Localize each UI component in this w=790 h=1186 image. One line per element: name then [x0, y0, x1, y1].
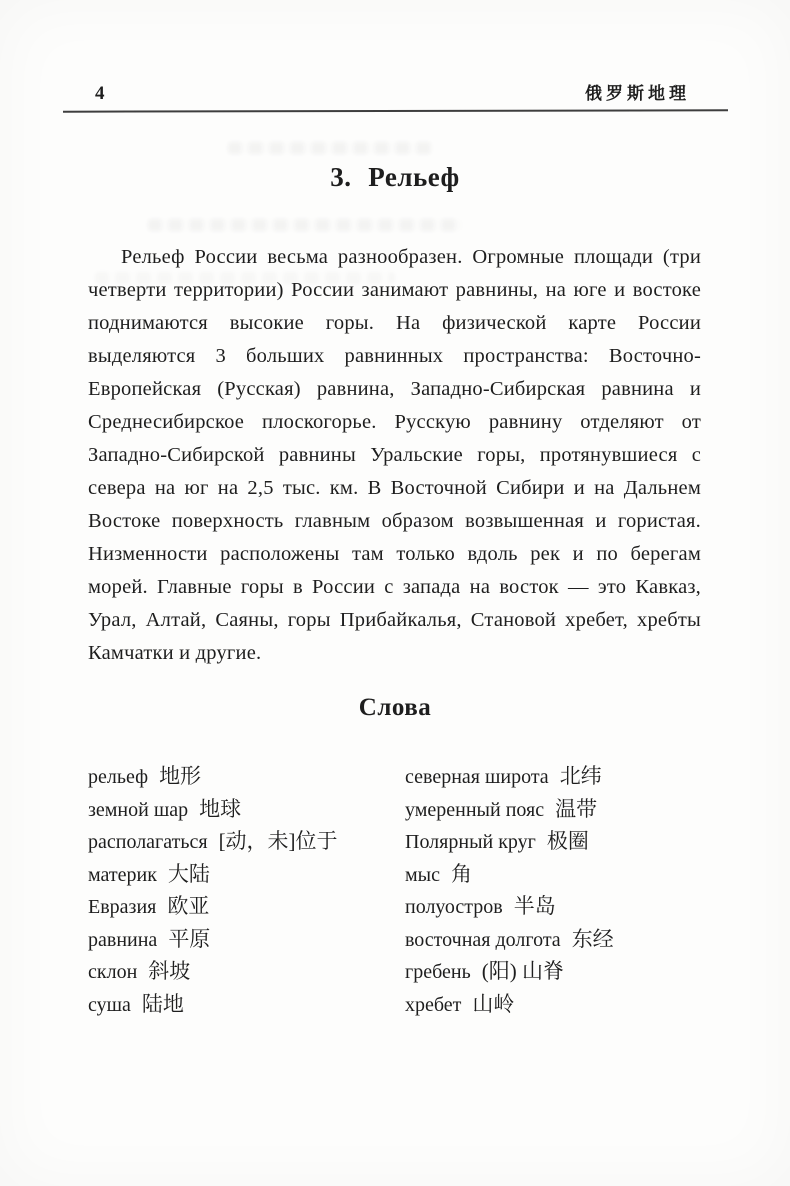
- vocabulary-column-right: [405, 760, 735, 1020]
- vocab-term-ru: полуостров: [405, 896, 503, 918]
- vocabulary-heading: Слова: [358, 694, 432, 721]
- vocab-item: [405, 988, 735, 1021]
- vocab-term-zh: 北纬: [559, 764, 602, 788]
- vocab-item: [88, 760, 398, 793]
- header-rule: [63, 109, 728, 112]
- running-head: [95, 79, 690, 105]
- vocab-term-zh: 半岛: [513, 894, 556, 918]
- vocab-term-zh: 温带: [555, 796, 598, 821]
- vocab-term-zh: 斜坡: [148, 959, 191, 983]
- vocab-term-zh: [动，未]位于: [218, 829, 338, 853]
- vocab-term-ru: материк: [88, 863, 157, 886]
- vocab-item: [405, 825, 735, 858]
- vocab-term-zh: 平原: [168, 926, 211, 951]
- vocab-term-ru: гребень: [405, 961, 471, 983]
- vocab-term-ru: умеренный пояс: [405, 798, 545, 821]
- vocab-item: [405, 858, 735, 891]
- vocab-item: [88, 825, 398, 858]
- vocab-term-zh: 极圈: [546, 829, 589, 853]
- vocab-item: [88, 923, 398, 956]
- vocab-item: [88, 955, 398, 988]
- vocab-term-zh: 山岭: [472, 991, 515, 1016]
- header-title: 俄罗斯地理: [585, 84, 690, 103]
- section-title: 3. Рельеф: [330, 162, 460, 192]
- vocab-item: [405, 955, 735, 988]
- vocab-term-ru: Евразия: [88, 896, 157, 918]
- vocab-item: [88, 793, 398, 826]
- vocab-term-ru: располагаться: [88, 831, 208, 853]
- vocab-term-zh: 陆地: [141, 991, 184, 1016]
- vocab-term-zh: (阳) 山脊: [481, 959, 564, 983]
- vocab-term-zh: 东经: [571, 926, 614, 951]
- vocab-term-zh: 角: [450, 861, 472, 886]
- vocab-term-ru: мыс: [405, 863, 440, 886]
- vocab-term-ru: хребет: [405, 993, 462, 1016]
- vocab-term-ru: рельеф: [88, 766, 149, 788]
- vocab-item: [405, 890, 735, 923]
- showthrough-artifact: [228, 142, 433, 154]
- vocab-term-ru: склон: [88, 961, 138, 983]
- vocab-term-zh: 地球: [199, 796, 242, 821]
- showthrough-artifact: [148, 219, 463, 231]
- vocab-term-ru: северная широта: [405, 766, 549, 788]
- vocab-term-zh: 欧亚: [167, 894, 210, 918]
- vocab-item: [88, 858, 398, 891]
- vocab-term-zh: 大陆: [167, 861, 210, 886]
- vocab-term-ru: восточная долгота: [405, 928, 561, 951]
- vocab-item: [405, 793, 735, 826]
- vocab-term-ru: суша: [88, 993, 131, 1016]
- vocabulary-column-left: [88, 760, 398, 1020]
- page-number: 4: [95, 83, 105, 104]
- vocab-item: [88, 988, 398, 1021]
- vocab-term-ru: равнина: [88, 928, 158, 951]
- vocab-term-zh: 地形: [159, 764, 202, 788]
- body-paragraph: Рельеф России весьма разнообразен. Огромные площади (три четверти территории) России занимают равнины, на юге и востоке поднимаются высокие горы. На физической карте России выделяются 3 больших равнинных пространства: Восточно-Европейская (Русская) равнина, Западно-Сибирская равнина и Среднесибирское плоскогорье. Русскую равнину отделяют от Западно-Сибирской равнины Уральские горы, протянувшиеся с севера на юг на 2,5 тыс. км. В Восточной Сибири и на Дальнем Востоке поверхность главным образом возвышенная и гористая. Низменности расположены там только вдоль рек и по берегам морей. Главные горы в России с запада на восток — это Кавказ, Урал, Алтай, Саяны, горы Прибайкалья, Становой хребет, хребты Камчатки и другие.: [88, 246, 701, 664]
- vocab-item: [405, 760, 735, 793]
- vocab-term-ru: Полярный круг: [405, 831, 536, 853]
- vocab-term-ru: земной шар: [88, 798, 189, 821]
- vocab-item: [88, 890, 398, 923]
- vocab-item: [405, 923, 735, 956]
